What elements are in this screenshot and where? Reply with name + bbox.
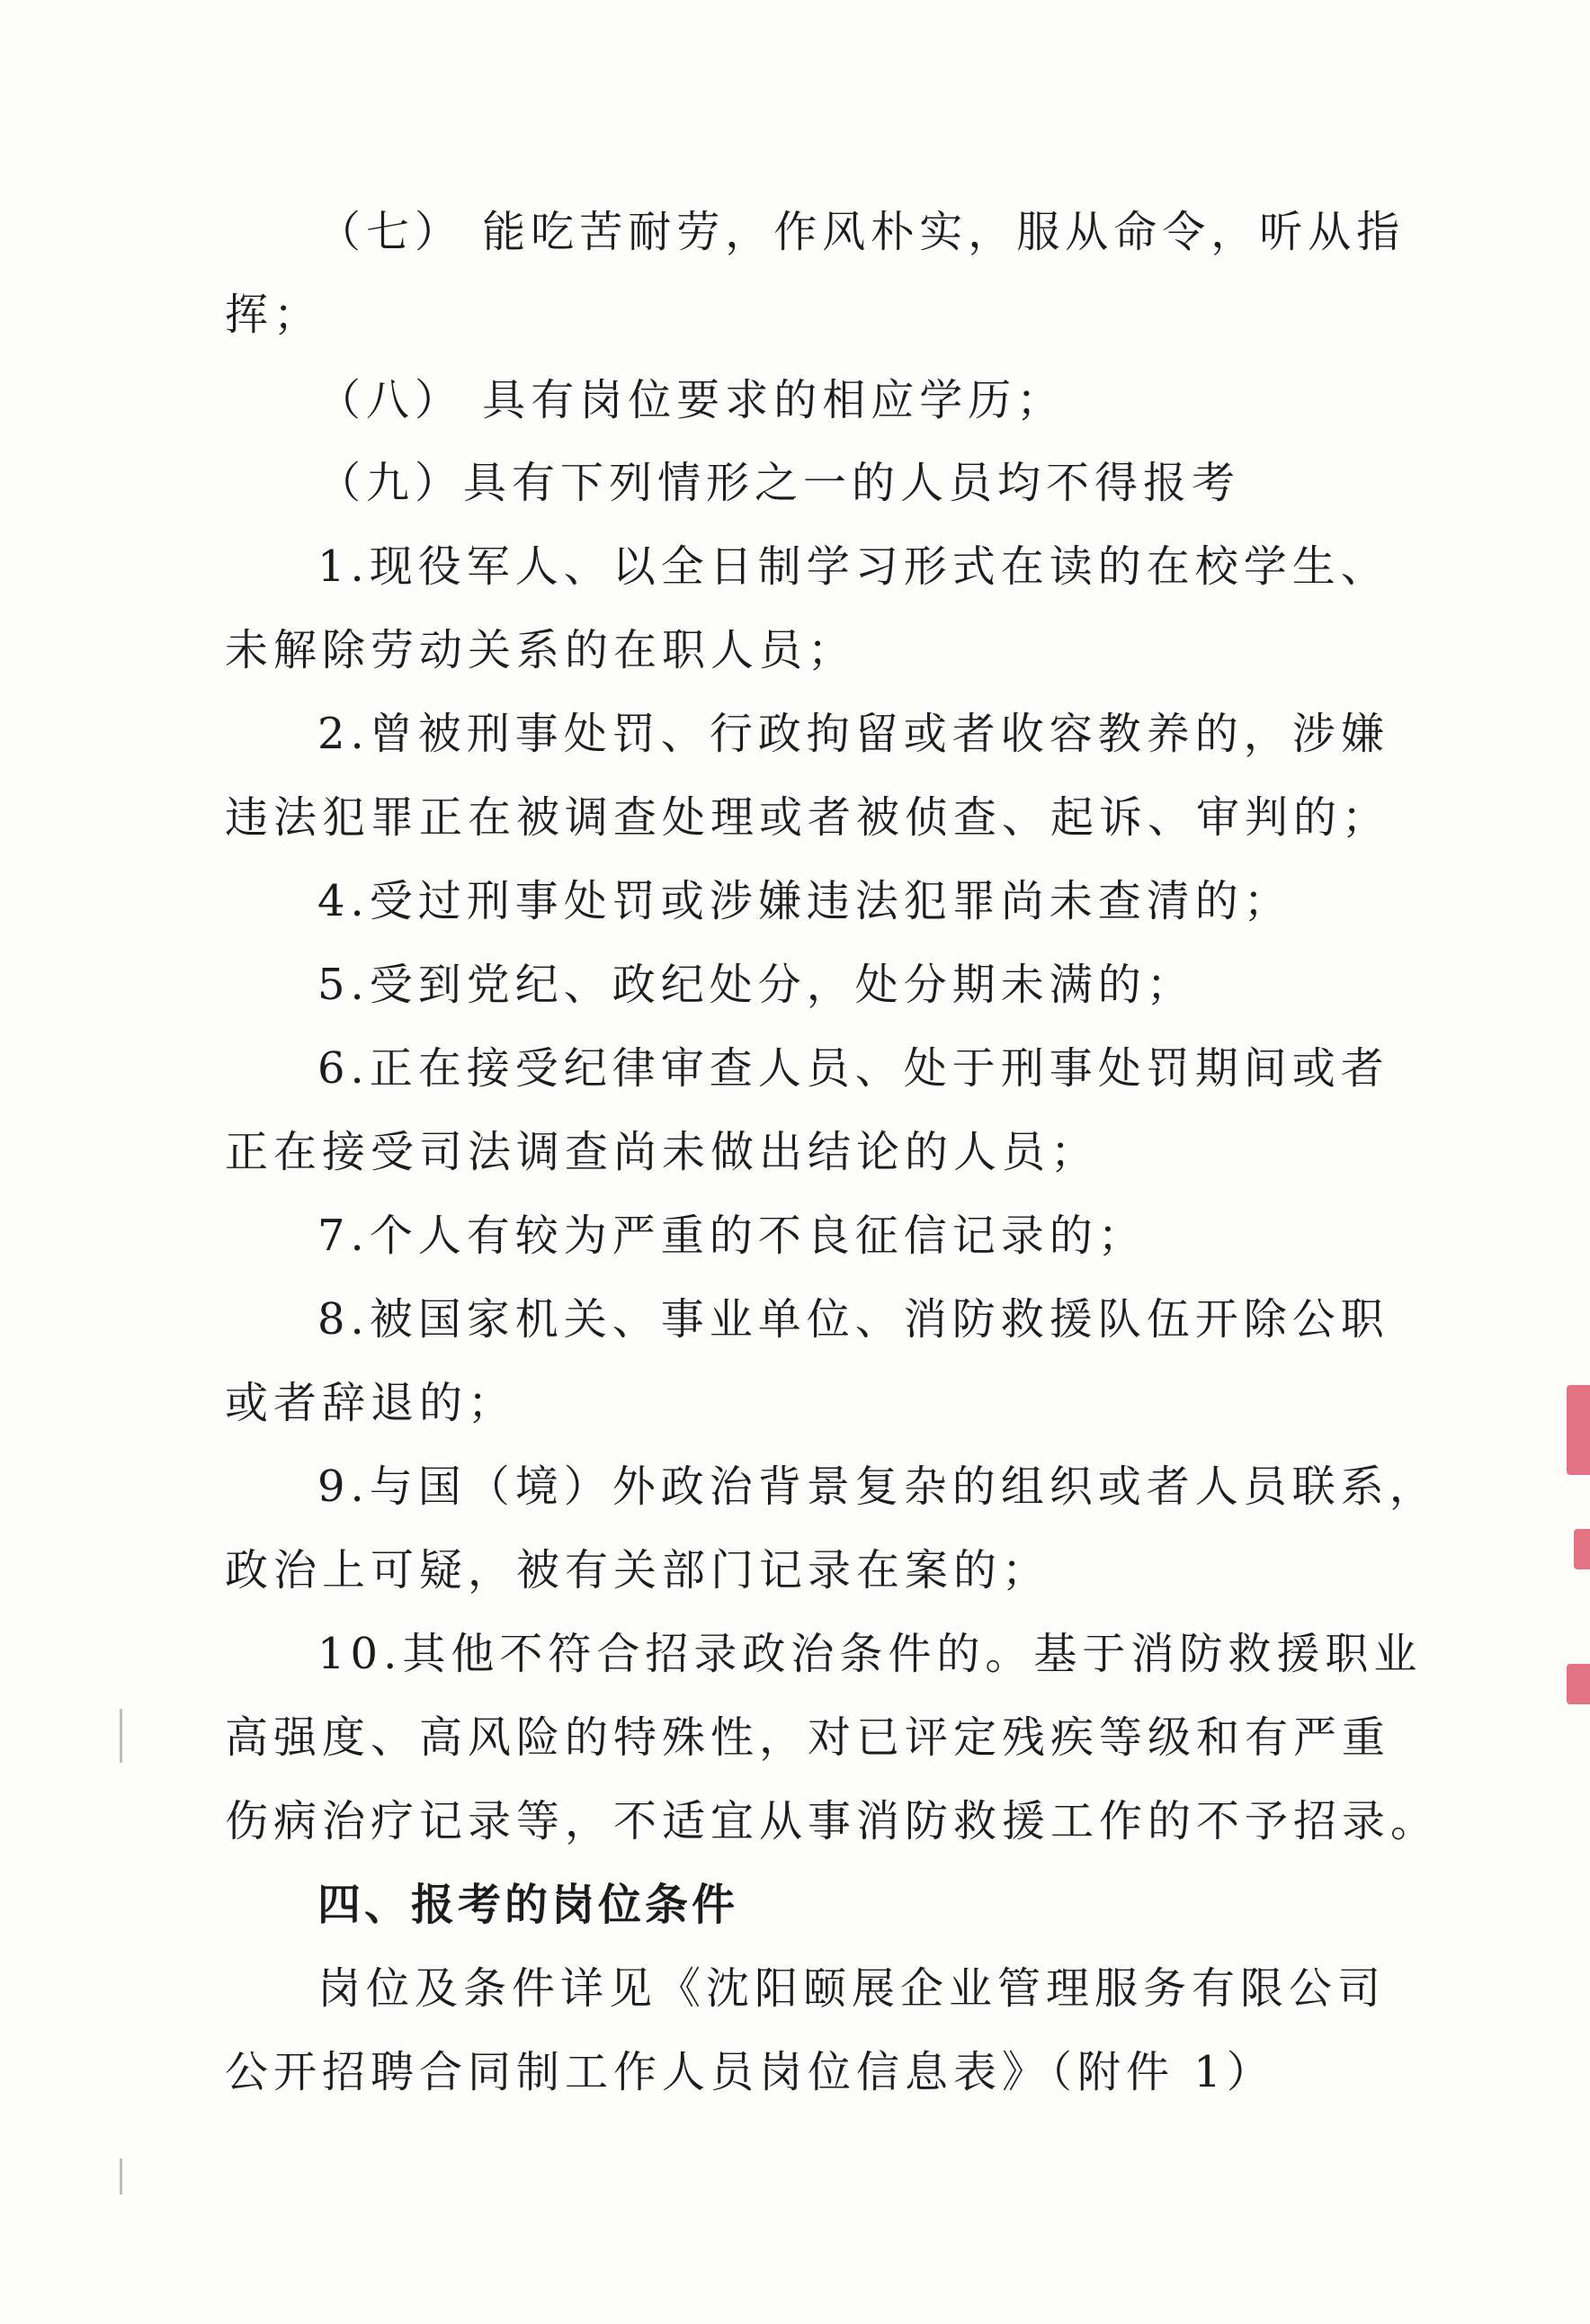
sub-10-line-2: 高强度、高风险的特殊性，对已评定残疾等级和有严重 [225,1712,1391,1763]
item-7-line-1: （七） 能吃苦耐劳，作风朴实，服从命令，听从指 [317,207,1406,257]
sub-7-line-1: 7.个人有较为严重的不良征信记录的； [317,1211,1147,1261]
item-9-line-1: （九）具有下列情形之一的人员均不得报考 [317,458,1241,508]
seal-fragment-bottom [1567,1664,1590,1704]
sub-6-line-2: 正在接受司法调查尚未做出结论的人员； [225,1127,1100,1177]
seal-fragment-top [1567,1385,1590,1475]
sub-6-line-1: 6.正在接受纪律审查人员、处于刑事处罚期间或者 [317,1043,1389,1094]
sub-2-line-1: 2.曾被刑事处罚、行政拘留或者收容教养的，涉嫌 [317,709,1389,759]
sub-5-line-1: 5.受到党纪、政纪处分，处分期未满的； [317,960,1195,1010]
sub-9-line-1: 9.与国（境）外政治背景复杂的组织或者人员联系， [317,1461,1438,1512]
item-8-line-1: （八） 具有岗位要求的相应学历； [317,375,1066,425]
sub-2-line-2: 违法犯罪正在被调查处理或者被侦查、起诉、审判的； [225,792,1391,843]
sub-1-line-2: 未解除劳动关系的在职人员； [225,625,857,675]
closing-line-2: 公开招聘合同制工作人员岗位信息表》（附件 1） [225,2047,1275,2097]
seal-fragment-middle [1574,1529,1590,1569]
closing-line-1: 岗位及条件详见《沈阳颐展企业管理服务有限公司 [317,1963,1387,2014]
sub-8-line-1: 8.被国家机关、事业单位、消防救援队伍开除公职 [317,1294,1389,1345]
sub-8-line-2: 或者辞退的； [225,1378,517,1428]
section-heading: 四、报考的岗位条件 [317,1880,739,1930]
sub-10-line-3: 伤病治疗记录等，不适宜从事消防救援工作的不予招录。 [225,1796,1440,1846]
sub-10-line-1: 10.其他不符合招录政治条件的。基于消防救援职业 [317,1629,1423,1679]
scan-speck [120,2159,122,2194]
sub-9-line-2: 政治上可疑，被有关部门记录在案的； [225,1545,1051,1596]
sub-4-line-1: 4.受过刑事处罚或涉嫌违法犯罪尚未查清的； [317,876,1292,926]
scan-speck [120,1709,122,1763]
item-7-line-2: 挥； [225,290,323,340]
sub-1-line-1: 1.现役军人、以全日制学习形式在读的在校学生、 [317,541,1389,592]
